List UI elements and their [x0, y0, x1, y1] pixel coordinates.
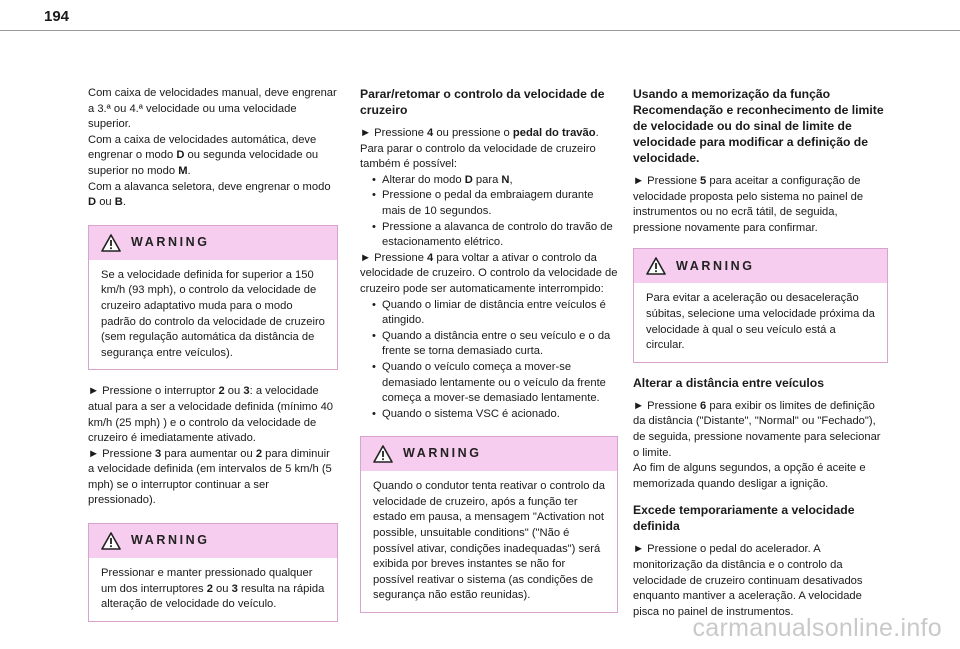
instruction-press-switch: ► Pressione o interruptor 2 ou 3: a velocidade atual para a ser a velocidade definida (mínimo 40 km/h (25 mph) ) e o controlo da velocidade de cruzeiro é imediatamente ativado. — [88, 385, 334, 445]
warning-text: Quando o condutor tenta reativar o controlo da velocidade de cruzeiro, após a função ter estado em pausa, a mensagem "Activation not possible, unsuitable conditions" ("Não é possível ativar, condições inadequadas") será exibida por breves instantes se não for possível reativar o sistema (as condições de segurança não estão reunidas). — [373, 480, 605, 602]
warning-header — [89, 226, 337, 260]
intro-paragraph-1: Com caixa de velocidades manual, deve engrenar a 3.ª ou 4.ª velocidade ou uma velocidade superior. — [88, 87, 337, 131]
warning-box-reactivation — [360, 436, 618, 613]
distance-instruction: ► Pressione 6 para exibir os limites de definição da distância ("Distante", "Normal" ou "Fechado"), de seguida, pressione novamente para selecionar o limite. — [633, 399, 881, 459]
section-heading-distance: Alterar a distância entre veículos — [633, 375, 825, 390]
warning-triangle-icon — [373, 445, 393, 463]
warning-text: Se a velocidade definida for superior a 150 km/h (93 mph), o controlo da velocidade de cruzeiro adaptativo muda para o modo padrão do controlo da velocidade de cruzeiro (sem regulação automática da distância de segurança entre veículos). — [101, 268, 325, 359]
section-heading-exceed-speed: Excede temporariamente a velocidade definida — [633, 503, 855, 534]
list-item: • Quando o veículo começa a mover-se demasiado lentamente ou o veículo da frente começa a mover-se demasiado lentamente. — [372, 360, 618, 407]
warning-triangle-icon — [101, 532, 121, 550]
section-heading-stop-resume: Parar/retomar o controlo da velocidade de cruzeiro — [360, 87, 605, 117]
warning-title: WARNING — [131, 234, 210, 249]
header-rule — [0, 30, 960, 31]
interrupt-conditions-list — [360, 298, 618, 423]
accept-speed-instruction: ► Pressione 5 para aceitar a configuração de velocidade proposta pelo sistema no painel de instrumentos ou no ecrã tátil, de seguida, pressione novamente para confirmar. — [633, 175, 864, 234]
list-item: • Alterar do modo D para N, — [372, 173, 618, 189]
distance-memory-note: Ao fim de alguns segundos, a opção é aceite e memorizada quando desligar a ignição. — [633, 462, 866, 490]
section-heading-speed-memory: Usando a memorização da função Recomendação e reconhecimento de limite de velocidade ou do sinal de limite de velocidade para modificar a definição de velocidade. — [633, 87, 884, 165]
stop-options-list — [360, 173, 618, 251]
stop-instruction: ► Pressione 4 ou pressione o pedal do travão. Para parar o controlo da velocidade de cruzeiro também é possível: — [360, 127, 599, 171]
list-item: • Quando a distância entre o seu veículo e o da frente se torna demasiado curta. — [372, 329, 618, 360]
warning-header — [634, 249, 887, 283]
warning-box-rapid-change — [88, 523, 338, 622]
watermark: carmanualsonline.info — [692, 614, 942, 642]
warning-title: WARNING — [131, 533, 210, 548]
warning-header — [89, 524, 337, 558]
warning-box-speed-limit — [88, 225, 338, 371]
warning-title: WARNING — [676, 258, 755, 273]
instruction-adjust-speed: ► Pressione 3 para aumentar ou 2 para diminuir a velocidade definida (em intervalos de 5 km/h (5 mph) se o interruptor continuar a ser pressionado). — [88, 447, 332, 507]
warning-triangle-icon — [646, 257, 666, 275]
page-number: 194 — [44, 8, 70, 25]
accelerator-instruction: ► Pressione o pedal do acelerador. A monitorização da distância e o controlo da velocidade de cruzeiro continuam desativados enquanto mantiver a aceleração. A velocidade pisca no painel de instrumentos. — [633, 543, 863, 618]
column-3 — [633, 86, 888, 620]
warning-text: Pressionar e manter pressionado qualquer um dos interruptores 2 ou 3 resulta na rápida alteração de velocidade do veículo. — [101, 567, 325, 611]
resume-instruction: ► Pressione 4 para voltar a ativar o controlo da velocidade de cruzeiro. O controlo da velocidade de cruzeiro pode ser automaticamente interrompido: — [360, 251, 618, 295]
warning-text: Para evitar a aceleração ou desaceleração súbitas, selecione uma velocidade próxima da velocidade à qual o seu veículo está a circular. — [646, 292, 875, 352]
warning-header — [361, 437, 617, 471]
warning-title: WARNING — [403, 446, 482, 461]
column-2 — [360, 86, 618, 625]
intro-paragraph-3: Com a alavanca seletora, deve engrenar o modo D ou B. — [88, 180, 331, 209]
list-item: • Pressione o pedal da embraiagem durante mais de 10 segundos. — [372, 188, 618, 219]
warning-triangle-icon — [101, 234, 121, 252]
list-item: • Quando o sistema VSC é acionado. — [372, 407, 618, 423]
warning-box-acceleration — [633, 248, 888, 362]
column-1 — [88, 86, 338, 634]
list-item: • Pressione a alavanca de controlo do travão de estacionamento elétrico. — [372, 220, 618, 251]
list-item: • Quando o limiar de distância entre veículos é atingido. — [372, 298, 618, 329]
intro-paragraph-2: Com a caixa de velocidades automática, deve engrenar o modo D ou segunda velocidade ou superior no modo M. — [88, 133, 319, 177]
